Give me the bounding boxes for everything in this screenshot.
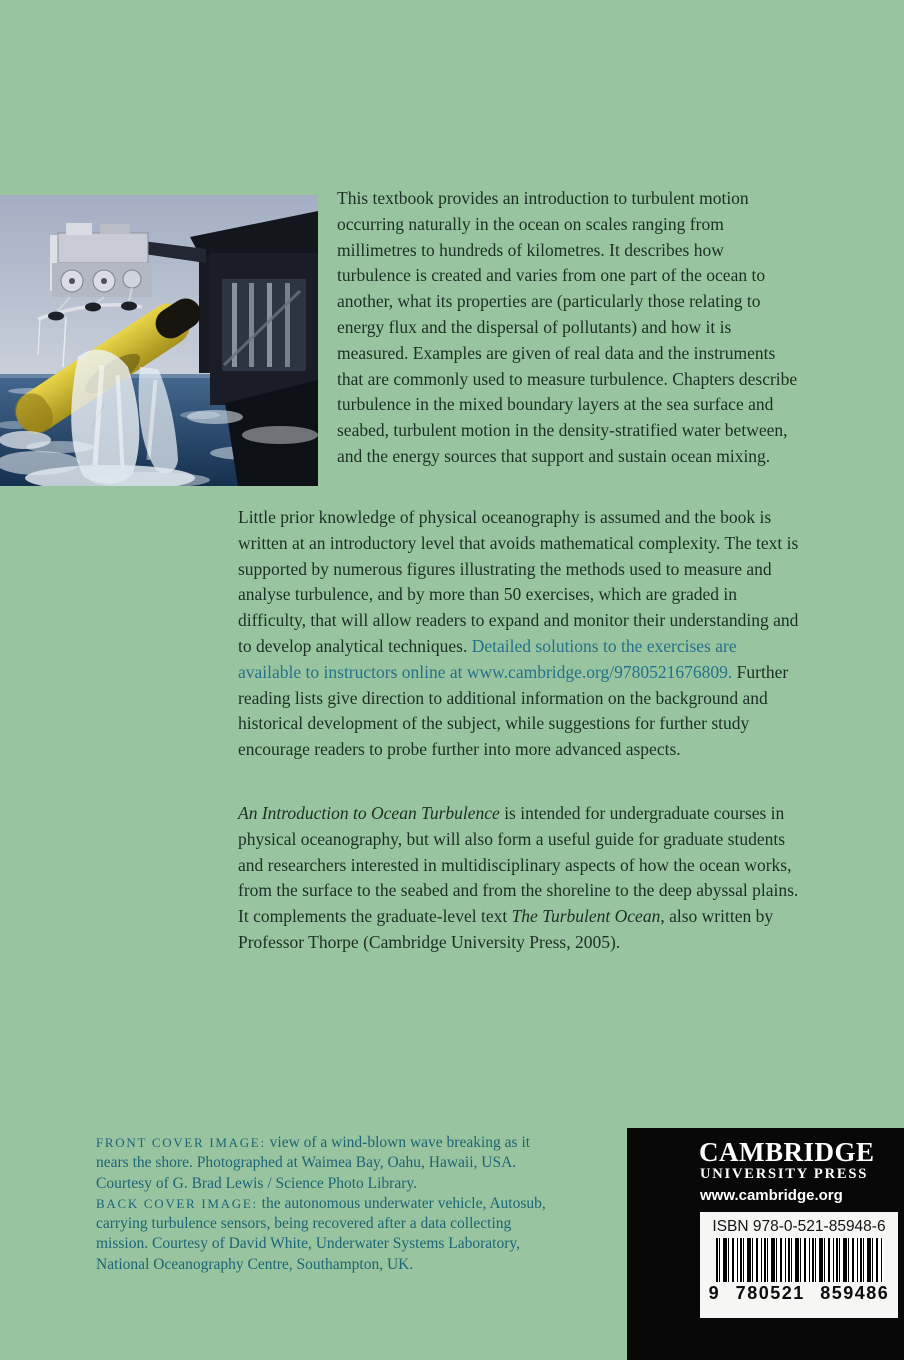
cover-image-credits	[96, 1133, 558, 1275]
back-cover-credit-label: BACK COVER IMAGE:	[96, 1195, 258, 1211]
instructor-solutions-note: Detailed solutions to the exercises are available to instructors online at www.cambridge.org/9780521676809.	[238, 635, 737, 682]
autosub-recovery-illustration	[0, 195, 318, 486]
synopsis-paragraph-1: This textbook provides an introduction to turbulent motion occurring naturally in the ocean on scales ranging from millimetres to hundreds of kilometres. It describes how turbulence is created and varies from one part of the ocean to another, what its properties are (particularly those relating to energy flux and the dispersal of pollutants) and how it is measured. Examples are given of real data and the instruments that are commonly used to measure turbulence. Chapters describe turbulence in the mixed boundary layers at the sea surface and seabed, turbulent motion in the density-stratified water between, and the energy sources that support and sustain ocean mixing.	[337, 188, 798, 466]
isbn-barcode-box	[700, 1212, 898, 1318]
synopsis-paragraph-3-text: is intended for undergraduate courses in physical oceanography, but will also form a useful guide for graduate students and researchers interested in multidisciplinary aspects of how the ocean works, from the surface to the seabed and from the shoreline to the deep abyssal plains. It complements the graduate-level text	[238, 803, 799, 927]
barcode	[716, 1238, 884, 1282]
publisher-name: CAMBRIDGE	[699, 1137, 875, 1167]
synopsis-paragraph-2	[238, 505, 804, 763]
synopsis-paragraph-2-text: Little prior knowledge of physical oceanography is assumed and the book is written at an introductory level that avoids mathematical complexity. The text is supported by numerous figures illustrating the methods used to measure and analyse turbulence, and by more than 50 exercises, which are graded in difficulty, that will allow readers to expand and monitor their understanding and to develop analytical techniques.	[238, 507, 799, 656]
back-cover-credit-text: the autonomous underwater vehicle, Autosub, carrying turbulence sensors, being recovered after a data collecting mission. Courtesy of David White, Underwater Systems Laboratory, National Oceanography Centre, Southampton, UK.	[96, 1194, 546, 1273]
related-title-italic: The Turbulent Ocean	[511, 906, 661, 927]
front-cover-credit-text: view of a wind-blown wave breaking as it nears the shore. Photographed at Waimea Bay, Oahu, Hawaii, USA. Courtesy of G. Brad Lewis / Science Photo Library.	[96, 1134, 531, 1192]
publisher-website: www.cambridge.org	[700, 1187, 843, 1204]
publisher-block	[627, 1128, 904, 1360]
publisher-name-line2: UNIVERSITY PRESS	[700, 1166, 869, 1182]
isbn-number: ISBN 978-0-521-85948-6	[712, 1218, 886, 1235]
back-cover-photo	[0, 195, 318, 486]
barcode-digits: 9 780521 859486	[708, 1283, 890, 1303]
synopsis-paragraph-3	[238, 801, 804, 956]
synopsis-paragraph-2-continued: Further reading lists give direction to additional information on the background and historical development of the subject, while suggestions for further study encourage readers to probe further into more advanced aspects.	[238, 661, 789, 760]
synopsis-paragraph-3-end: , also written by Professor Thorpe (Cambridge University Press, 2005).	[238, 906, 774, 952]
front-cover-credit-label: FRONT COVER IMAGE:	[96, 1135, 266, 1150]
book-title-italic: An Introduction to Ocean Turbulence	[238, 803, 500, 823]
